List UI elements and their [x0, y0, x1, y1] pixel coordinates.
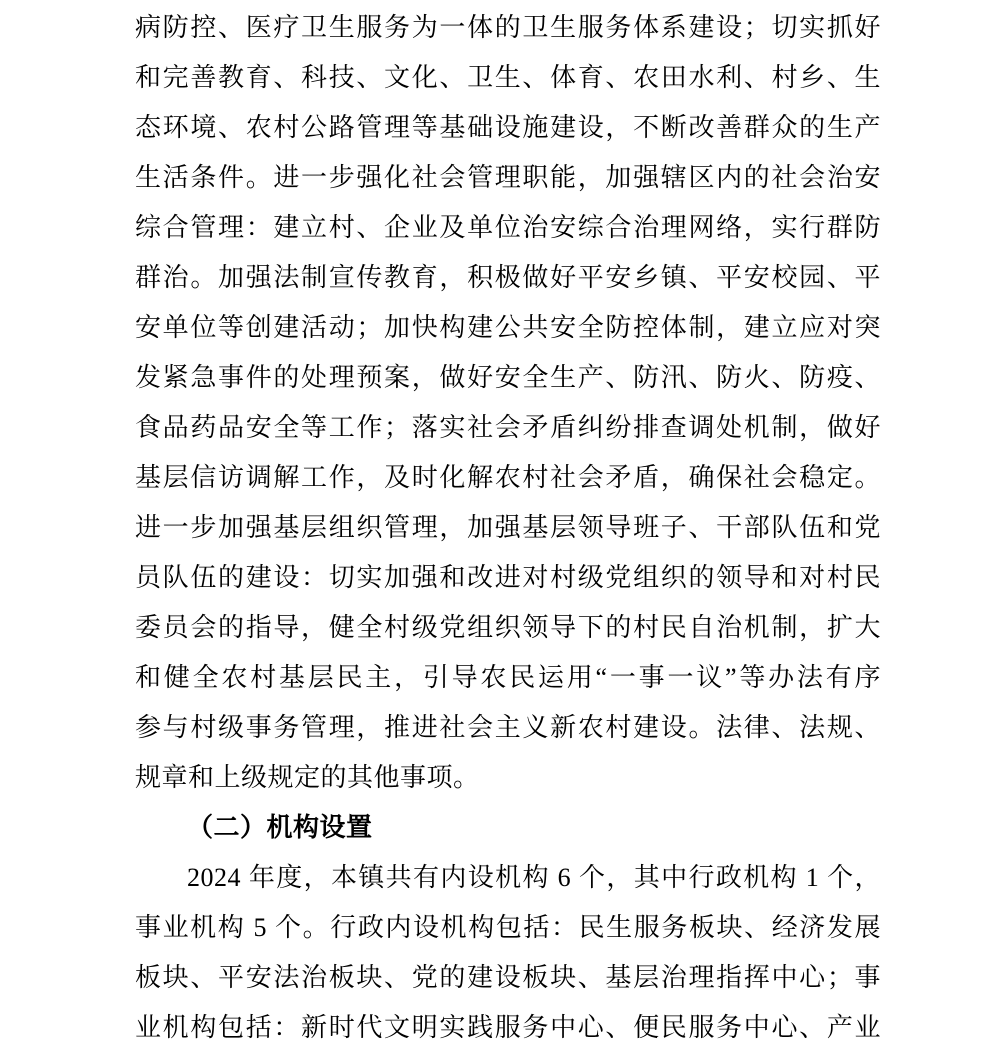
text-line: 群治。加强法制宣传教育，积极做好平安乡镇、平安校园、平 [135, 263, 881, 292]
text-line: 安单位等创建活动；加快构建公共安全防控体制，建立应对突 [135, 313, 881, 342]
text-line: 事业机构 5 个。行政内设机构包括：民生服务板块、经济发展 [135, 913, 881, 942]
text-line: （二）机构设置 [187, 813, 373, 842]
text-line: 生活条件。进一步强化社会管理职能，加强辖区内的社会治安 [135, 163, 881, 192]
text-line: 病防控、医疗卫生服务为一体的卫生服务体系建设；切实抓好 [135, 13, 881, 42]
text-line: 食品药品安全等工作；落实社会矛盾纠纷排查调处机制，做好 [135, 413, 881, 442]
text-line: 业机构包括：新时代文明实践服务中心、便民服务中心、产业 [135, 1013, 881, 1042]
text-line: 进一步加强基层组织管理，加强基层领导班子、干部队伍和党 [135, 513, 881, 542]
text-line: 基层信访调解工作，及时化解农村社会矛盾，确保社会稳定。 [135, 463, 881, 492]
text-line: 和完善教育、科技、文化、卫生、体育、农田水利、村乡、生 [135, 63, 881, 92]
text-line: 规章和上级规定的其他事项。 [135, 763, 480, 792]
text-line: 员队伍的建设：切实加强和改进对村级党组织的领导和对村民 [135, 563, 881, 592]
text-line: 态环境、农村公路管理等基础设施建设，不断改善群众的生产 [135, 113, 881, 142]
section-heading [135, 803, 881, 853]
text-line: 综合管理：建立村、企业及单位治安综合治理网络，实行群防 [135, 213, 881, 242]
text-line: 发紧急事件的处理预案，做好安全生产、防汛、防火、防疫、 [135, 363, 881, 392]
text-line: 委员会的指导，健全村级党组织领导下的村民自治机制，扩大 [135, 613, 881, 642]
paragraph-org-setup [135, 853, 881, 1053]
text-line: 2024 年度，本镇共有内设机构 6 个，其中行政机构 1 个， [187, 863, 881, 892]
text-line: 和健全农村基层民主，引导农民运用“一事一议”等办法有序 [135, 663, 881, 692]
text-line: 参与村级事务管理，推进社会主义新农村建设。法律、法规、 [135, 713, 881, 742]
paragraph-functions [135, 3, 881, 803]
text-line: 板块、平安法治板块、党的建设板块、基层治理指挥中心；事 [135, 963, 881, 992]
